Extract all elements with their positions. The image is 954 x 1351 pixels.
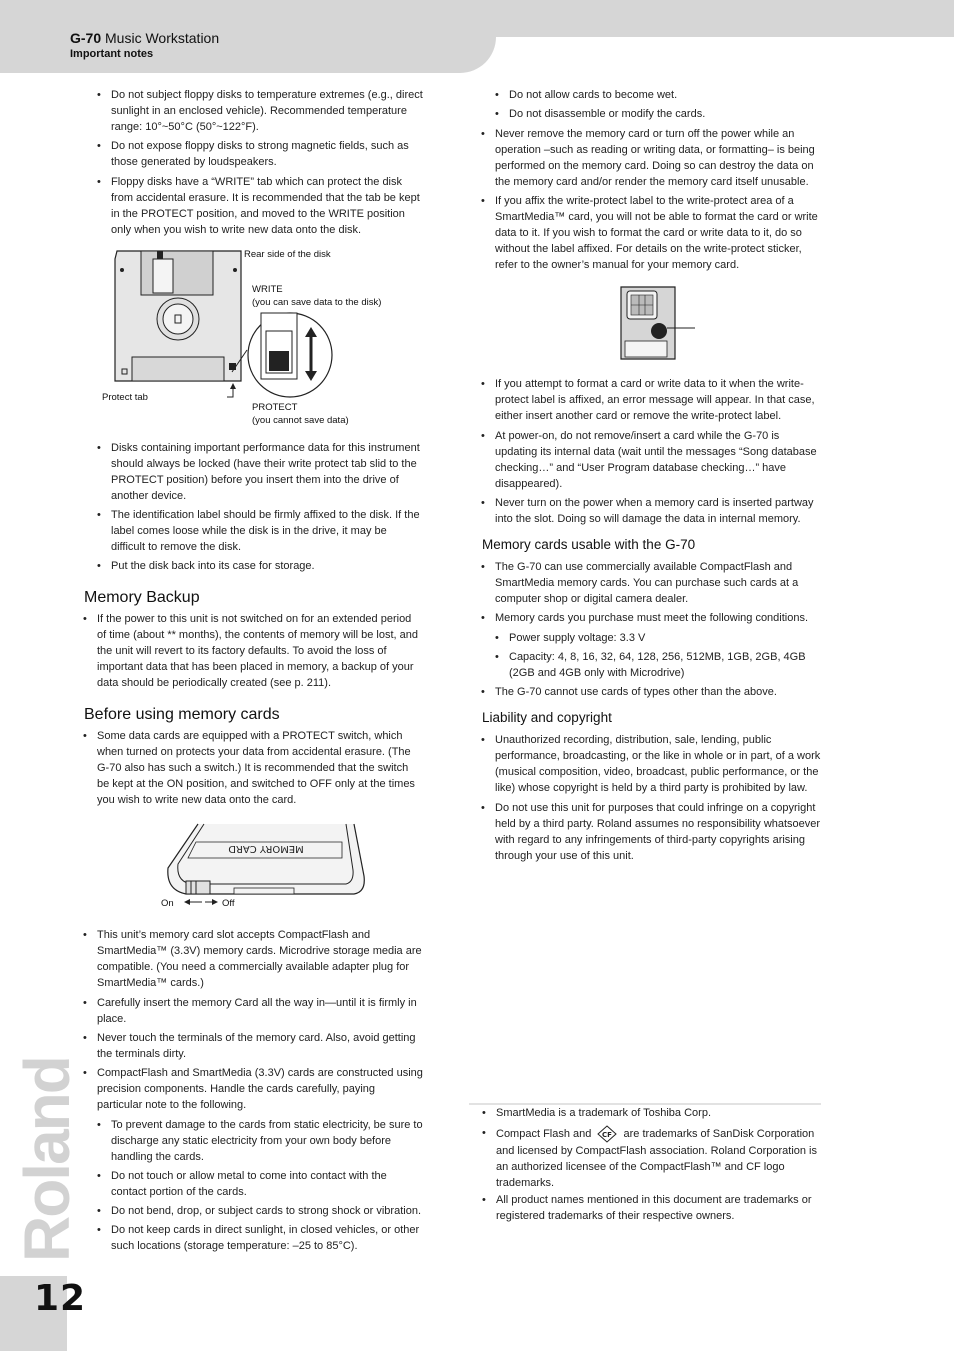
trademark-item: • All product names mentioned in this document are trademarks or registered trademarks of their respective owners. — [496, 1192, 821, 1224]
memory-backup-heading: Memory Backup — [84, 589, 200, 606]
trademark-item — [496, 1125, 821, 1191]
page-number: 12 — [34, 1278, 87, 1319]
header-title — [70, 30, 219, 46]
memory-backup-text: • If the power to this unit is not switched on for an extended period of time (about ** months), the contents of memory will be lost, and the unit will revert to its factory defaults. To avoid the loss of important data that has been placed in memory, a backup of your data should be periodically created (see p. 211). — [97, 611, 423, 691]
roland-logo: Roland — [11, 1057, 83, 1262]
sub-list-item: • Power supply voltage: 3.3 V — [509, 630, 821, 646]
protect-sub-label: (you cannot save data) — [252, 415, 349, 426]
list-item: • If you attempt to format a card or write data to it when the write-protect label is affixed, an error message will appear. In that case, either insert another card or remove the write-protect label. — [495, 376, 821, 424]
list-item: • Do not use this unit for purposes that could infringe on a copyright held by a third party. Roland assumes no responsibility whatsoever with regard to any infringements of third-party copyrights arising through your use of this unit. — [495, 800, 821, 864]
model-name: G-70 — [70, 30, 102, 46]
cf-text-before: Compact Flash and — [496, 1127, 592, 1140]
smartmedia-card-figure — [615, 283, 699, 363]
sub-list-item: • Do not keep cards in direct sunlight, in closed vehicles, or other such locations (storage temperature: –25 to 85°C). — [111, 1222, 423, 1254]
section-title: Important notes — [70, 48, 154, 60]
rear-side-label: Rear side of the disk — [244, 249, 331, 260]
card-on-label: On — [161, 898, 174, 909]
memory-card-figure — [158, 820, 378, 912]
sub-list-item: • To prevent damage to the cards from static electricity, be sure to discharge any static electricity from your own body before handling the cards. — [111, 1117, 423, 1165]
list-item: • This unit’s memory card slot accepts CompactFlash and SmartMedia™ (3.3V) memory cards. Microdrive storage media are compatible. (You need a commercially available adapter plug for SmartMedia™ cards.) — [97, 927, 423, 991]
header-title-rest: Music Workstation — [105, 30, 220, 46]
list-item: • Disks containing important performance data for this instrument should always be locked (have their write protect tab slid to the PROTECT position) before you insert them into the drive of another device. — [111, 440, 423, 504]
card-label-text: MEMORY CARD — [228, 843, 304, 854]
sub-list-item: • Do not bend, drop, or subject cards to strong shock or vibration. — [111, 1203, 423, 1219]
protect-tab-label: Protect tab — [102, 392, 148, 403]
sub-list-item: • Capacity: 4, 8, 16, 32, 64, 128, 256, 512MB, 1GB, 2GB, 4GB (2GB and 4GB only with Microdrive) — [509, 649, 821, 681]
list-item: • Carefully insert the memory Card all the way in—until it is firmly in place. — [97, 995, 423, 1027]
list-item: • Do not subject floppy disks to temperature extremes (e.g., direct sunlight in an enclosed vehicle). Recommended temperature range: 10°~50°C (50°~122°F). — [111, 87, 423, 135]
usable-cards-heading: Memory cards usable with the G-70 — [482, 537, 696, 552]
floppy-disk-figure — [95, 245, 395, 435]
list-item: • If you affix the write-protect label to the write-protect area of a SmartMedia™ card, you will not be able to format the card or write data to it. If you wish to format the card or write data to it, do so without the label affixed. For details on the write-protect sticker, refer to the owner’s manual for your memory card. — [495, 193, 821, 273]
liability-heading: Liability and copyright — [482, 710, 612, 725]
header-band — [496, 0, 954, 37]
cf-text-after: are trademarks of SanDisk Corporation and licensed by CompactFlash association. Roland Corporation is an authorized licensee of the CompactFlash™ and CF logo trademarks. — [496, 1127, 818, 1189]
sub-list-item: • Do not allow cards to become wet. — [509, 87, 821, 103]
list-item: • CompactFlash and SmartMedia (3.3V) cards are constructed using precision components. Handle the cards carefully, paying particular note to the following. — [97, 1065, 423, 1113]
list-item: • The G-70 can use commercially available CompactFlash and SmartMedia memory cards. You can purchase such cards at a computer shop or digital camera dealer. — [495, 559, 821, 607]
list-item: • Put the disk back into its case for storage. — [111, 558, 423, 574]
list-item: • Never turn on the power when a memory card is inserted partway into the slot. Doing so will damage the data in internal memory. — [495, 495, 821, 527]
card-off-label: Off — [222, 898, 235, 909]
list-item: • Do not expose floppy disks to strong magnetic fields, such as those generated by loudspeakers. — [111, 138, 423, 170]
list-item: • Never remove the memory card or turn off the power while an operation –such as reading or writing data, or formatting– is being performed on the memory card. Doing so can destroy the data on the memory card and/or render the memory card itself unusable. — [495, 126, 821, 190]
write-label: WRITE — [252, 284, 283, 295]
list-item: • Floppy disks have a “WRITE” tab which can protect the disk from accidental erasure. It is recommended that the tab be kept in the PROTECT position, and moved to the WRITE position only when you wish to write new data onto the disk. — [111, 174, 423, 238]
sub-list-item: • Do not touch or allow metal to come into contact with the contact portion of the cards. — [111, 1168, 423, 1200]
sub-list-item: • Do not disassemble or modify the cards. — [509, 106, 821, 122]
list-item: • Never touch the terminals of the memory card. Also, avoid getting the terminals dirty. — [97, 1030, 423, 1062]
list-item: • Unauthorized recording, distribution, sale, lending, public performance, broadcasting, or the like in whole or in part, of a work (musical composition, video, broadcast, public performance, or the like) whose copyright is held by a third party is prohibited by law. — [495, 732, 821, 796]
compactflash-logo-icon — [597, 1125, 617, 1143]
cf-logo-text: CF — [602, 1131, 613, 1139]
write-sub-label: (you can save data to the disk) — [252, 297, 382, 308]
list-item: • At power-on, do not remove/insert a card while the G-70 is updating its internal data (wait until the messages “Song database checking…” and “User Program database checking…” have disappeared). — [495, 428, 821, 492]
before-cards-heading: Before using memory cards — [84, 706, 280, 723]
list-item: • Memory cards you purchase must meet the following conditions. — [495, 610, 821, 626]
protect-label: PROTECT — [252, 402, 298, 413]
trademark-item: • SmartMedia is a trademark of Toshiba Corp. — [496, 1105, 821, 1121]
before-cards-text: • Some data cards are equipped with a PROTECT switch, which when turned on protects your data from accidental erasure. (The G-70 also has such a switch.) It is recommended that the switch be kept at the ON position, and switched to OFF only at the times you wish to write new data onto the card. — [97, 728, 423, 808]
list-item: • The G-70 cannot use cards of types other than the above. — [495, 684, 821, 700]
list-item: • The identification label should be firmly affixed to the disk. If the label comes loose while the disk is in the drive, it may be difficult to remove the disk. — [111, 507, 423, 555]
